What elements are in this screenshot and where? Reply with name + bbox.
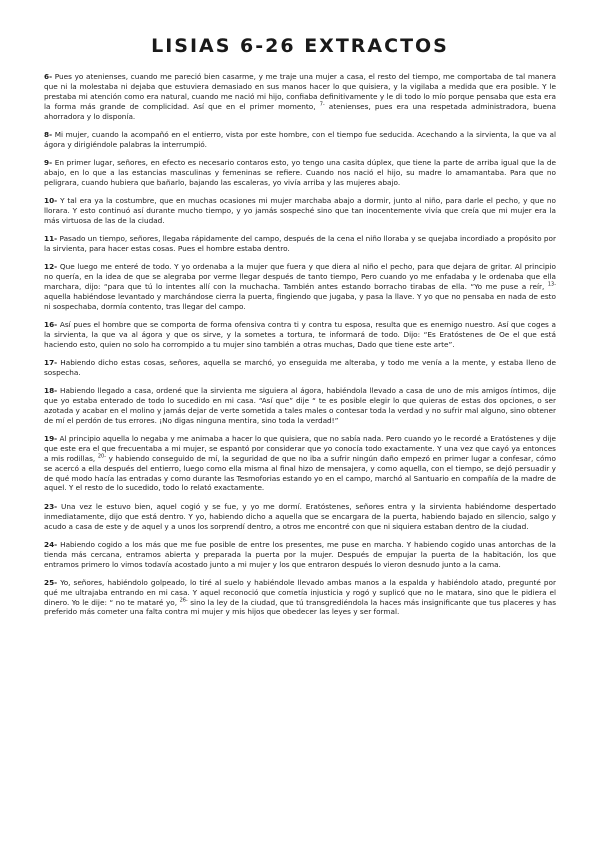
paragraph bbox=[44, 158, 556, 188]
page-title: LISIAS 6-26 EXTRACTOS bbox=[151, 35, 449, 57]
paragraph-text: Mi mujer, cuando la acompañó en el entierro, vista por este hombre, con el tiempo fue seducida. Acechando a la sirvienta, la que va al ágora y dirigiéndole palabras la interrumpió. bbox=[44, 129, 556, 149]
paragraph-number: 16- bbox=[44, 319, 58, 329]
paragraph bbox=[44, 320, 556, 350]
paragraph-number: 8- bbox=[44, 129, 53, 139]
section-marker: 26- bbox=[179, 597, 188, 604]
paragraph-text: aquella habiéndose levantado y marchándose cierra la puerta, fingiendo que jugaba, y pasa la llave. Y yo que no pensaba en nada de esto ni sospechaba, dormía contento, tras llegar del campo. bbox=[44, 291, 556, 311]
paragraph bbox=[44, 234, 556, 254]
paragraph-text: Pues yo atenienses, cuando me pareció bien casarme, y me traje una mujer a casa, el resto del tiempo, me comportaba de tal manera que ni la molestaba ni dejaba que estuviera demasiado en sus manos hacer lo que quisiera, y la vigilaba a medida que era posible. Y le prestaba mi atención como era natural, cuando me nació mi hijo, confiaba definitivamente y le di todo lo mío porque pensaba que esta era la forma más grande de complicidad. Así que en el primer momento, bbox=[44, 72, 556, 111]
paragraph-number: 24- bbox=[44, 539, 58, 549]
paragraph-text: Que luego me enteré de todo. Y yo ordenaba a la mujer que fuera y que diera al niño el pecho, para que dejara de gritar. Al principio no quería, en la idea de que se alegraba por verme llegar después de tanto tiempo, Pero cuando yo me enfadaba y le ordenaba que ella marchara, dijo: “para que tú lo intentes allí con la muchacha. También antes estando borracho tirabas de ella. “Yo me puse a reír, bbox=[44, 262, 556, 291]
paragraph-text: Y tal era ya la costumbre, que en muchas ocasiones mi mujer marchaba abajo a dormir, junto al niño, para darle el pecho, y que no llorara. Y esto continuó así durante mucho tiempo, y yo jamás sospeché sino que tan inocentemente vivía que creía que mi mujer era la más virtuosa de las de la ciudad. bbox=[44, 195, 556, 225]
paragraph-number: 11- bbox=[44, 233, 58, 243]
paragraph-text: Al principio aquella lo negaba y me animaba a hacer lo que quisiera, que no sabía nada. Pero cuando yo le recordé a Eratóstenes y dije que este era el que frecuentaba a mi mujer, se espantó por considerar que yo conocía todo exactamente. Y una vez que cayó ya entonces a mis rodillas, bbox=[44, 433, 556, 463]
paragraph bbox=[44, 434, 556, 493]
section-marker: 20- bbox=[97, 453, 106, 460]
paragraph-number: 9- bbox=[44, 157, 53, 167]
paragraph-text: Así pues el hombre que se comporta de forma ofensiva contra ti y contra tu esposa, resulta que es enemigo nuestro. Así que coges a la sirvienta, la que va al ágora y que os sirve, y la sometes a tortura, te informará de todo. Dijo: “Es Eratóstenes de Oe el que está haciendo esto, quien no solo ha corrompido a tu mujer sino también a otras muchas, Dado que tiene este arte”. bbox=[44, 319, 556, 349]
paragraph bbox=[44, 130, 556, 150]
paragraph bbox=[44, 262, 556, 312]
paragraph-text: atenienses, pues era una respetada administradora, buena ahorradora y lo disponía. bbox=[44, 101, 556, 121]
paragraph-number: 12- bbox=[44, 262, 58, 272]
paragraph-number: 25- bbox=[44, 577, 58, 587]
paragraph-text: Una vez le estuvo bien, aquel cogió y se fue, y yo me dormí. Eratóstenes, señores entra y la sirvienta habiéndome despertado inmediatamente, dijo que está dentro. Y yo, habiendo dicho a aquella que se encargara de la puerta, habiendo bajado en silencio, salgo y acudo a casa de este y de aquel y a unos los sorprendí dentro, a otros me encontré con que ni siquiera estaban dentro de la ciudad. bbox=[44, 501, 556, 531]
paragraph-number: 23- bbox=[44, 501, 58, 511]
paragraph-number: 10- bbox=[44, 195, 58, 205]
paragraph bbox=[44, 72, 556, 122]
paragraph-text: Pasado un tiempo, señores, llegaba rápidamente del campo, después de la cena el niño lloraba y se quejaba incordiado a propósito por la sirvienta, para hacer estas cosas. Pues el hombre estaba dentro. bbox=[44, 233, 556, 253]
paragraph bbox=[44, 540, 556, 570]
paragraphs-container bbox=[44, 72, 556, 617]
paragraph-number: 6- bbox=[44, 72, 53, 81]
paragraph-text: Habiendo dicho estas cosas, señores, aquella se marchó, yo enseguida me alteraba, y todo me venía a la mente, y estaba lleno de sospecha. bbox=[44, 357, 556, 377]
paragraph bbox=[44, 578, 556, 618]
paragraph bbox=[44, 386, 556, 426]
paragraph bbox=[44, 502, 556, 532]
paragraph-text: Habiendo cogido a los más que me fue posible de entre los presentes, me puse en marcha. Y habiendo cogido unas antorchas de la tienda más cercana, entramos abierta y preparada la puerta por la mujer. Después de empujar la puerta de la habitación, los que entramos primero lo vimos todavía acostado junto a mi mujer y los que entraron después lo vieron desnudo junto a la cama. bbox=[44, 539, 556, 569]
paragraph-number: 19- bbox=[44, 433, 58, 443]
section-marker: 7- bbox=[319, 101, 325, 108]
paragraph-text: y habiendo conseguido de mí, la seguridad de que no iba a sufrir ningún daño empezó en primer lugar a confesar, cómo se acercó a ella después del entierro, luego como ella misma al final hizo de mensajera, y como aquella, con el tiempo, se dejó persuadir y de qué modo hacía las entradas y como durante las Tesmoforias estando yo en el campo, marchó al Santuario en compañía de la madre de aquel. Y el resto de lo sucedido, todo lo relató exactamente. bbox=[44, 453, 556, 493]
paragraph-text: sino la ley de la ciudad, que tú transgrediéndola la haces más insignificante que tus placeres y has preferido más cometer una falta contra mi mujer y mis hijos que obedecer las leyes y ser formal. bbox=[44, 597, 556, 617]
paragraph-text: Yo, señores, habiéndolo golpeado, lo tiré al suelo y habiéndole llevado ambas manos a la espalda y habiéndolo atado, pregunté por qué me ultrajaba entrando en mi casa. Y aquel reconoció que cometía injusticia y rogó y suplicó que no le matara, sino que le pidiera el dinero. Yo le dije: “ no te mataré yo, bbox=[44, 577, 556, 607]
paragraph-number: 17- bbox=[44, 357, 58, 367]
paragraph bbox=[44, 358, 556, 378]
paragraph-text: Habiendo llegado a casa, ordené que la sirvienta me siguiera al ágora, habiéndola llevado a casa de uno de mis amigos íntimos, dije que yo estaba enterado de todo lo sucedido en mi casa. “Así que” dije “ te es posible elegir lo que quieras de estas dos opciones, o ser azotada y acabar en el molino y jamás dejar de verte sometida a tales males o contesar toda la verdad y no sufrir mal alguno, sino obtener de mí el perdón de tus errores. ¡No digas ninguna mentira, sino toda la verdad!” bbox=[44, 386, 556, 425]
paragraph-text: En primer lugar, señores, en efecto es necesario contaros esto, yo tengo una casita dúplex, que tiene la parte de arriba igual que la de abajo, en lo que a las estancias masculinas y femeninas se refiere. Cuando nos nació el hijo, su madre lo amamantaba. Para que no peligrara, cuando hubiera que bañarlo, bajando las escaleras, yo vivía arriba y las mujeres abajo. bbox=[44, 157, 556, 187]
paragraph bbox=[44, 196, 556, 226]
paragraph-number: 18- bbox=[44, 386, 58, 396]
section-marker: 13- bbox=[547, 281, 556, 288]
